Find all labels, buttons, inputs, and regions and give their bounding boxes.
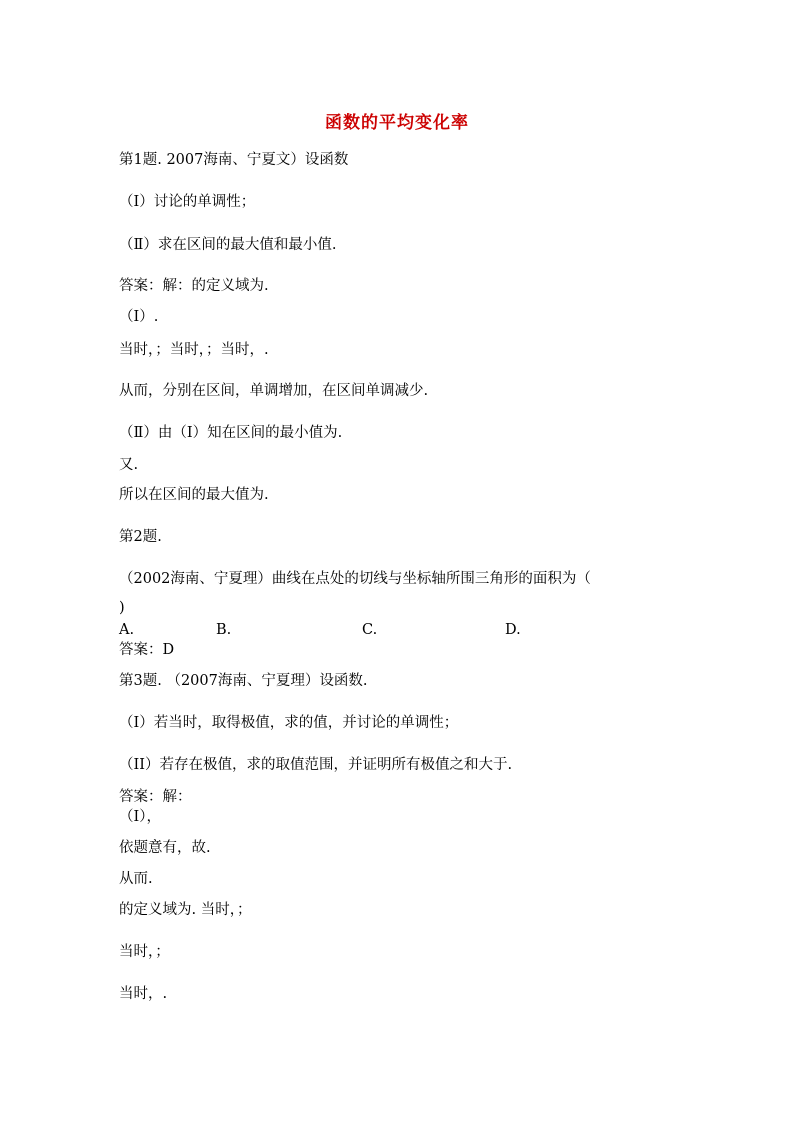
problem-1-heading: 第1题. 2007海南、宁夏文）设函数 bbox=[119, 152, 349, 168]
problem-3-part-1: （I）若当时，取得极值，求的值，并讨论的单调性； bbox=[119, 715, 459, 731]
problem-2-text: （2002海南、宁夏理）曲线在点处的切线与坐标轴所围三角形的面积为（ bbox=[119, 571, 591, 587]
answer-3-line: 依题意有，故. bbox=[119, 840, 211, 856]
answer-1-line: 又. bbox=[119, 457, 139, 473]
answer-2: 答案：D bbox=[119, 642, 175, 658]
option-c: C. bbox=[362, 622, 378, 638]
option-d: D. bbox=[505, 622, 521, 638]
problem-3-heading: 第3题. （2007海南、宁夏理）设函数. bbox=[119, 673, 368, 689]
problem-1-part-2: （Ⅱ）求在区间的最大值和最小值. bbox=[119, 237, 337, 253]
option-a: A. bbox=[119, 622, 135, 638]
answer-1-part-2: （Ⅱ）由（Ⅰ）知在区间的最小值为. bbox=[119, 425, 343, 441]
answer-3-line: 的定义域为. 当时，； bbox=[119, 902, 252, 918]
answer-1-line: 从而，分别在区间，单调增加，在区间单调减少. bbox=[119, 383, 429, 399]
answer-1-intro: 答案：解：的定义域为. bbox=[119, 278, 269, 294]
answer-3-line: 当时，. bbox=[119, 986, 168, 1002]
problem-1-part-1: （Ⅰ）讨论的单调性； bbox=[119, 194, 256, 210]
problem-3-part-2: （II）若存在极值，求的取值范围，并证明所有极值之和大于. bbox=[119, 757, 513, 773]
answer-3-line: 当时，； bbox=[119, 944, 170, 960]
document-title: 函数的平均变化率 bbox=[325, 113, 469, 133]
answer-3-part-1: （Ⅰ）， bbox=[119, 809, 161, 825]
answer-3-intro: 答案：解： bbox=[119, 789, 192, 805]
answer-3-line: 从而. bbox=[119, 871, 153, 887]
answer-1-line: 所以在区间的最大值为. bbox=[119, 487, 269, 503]
answer-1-line: 当时，；当时，；当时，. bbox=[119, 342, 269, 358]
problem-2-text-end: ) bbox=[119, 600, 125, 616]
problem-2-heading: 第2题. bbox=[119, 529, 162, 545]
option-b: B. bbox=[216, 622, 232, 638]
answer-1-part-1: （Ⅰ）. bbox=[119, 309, 159, 325]
